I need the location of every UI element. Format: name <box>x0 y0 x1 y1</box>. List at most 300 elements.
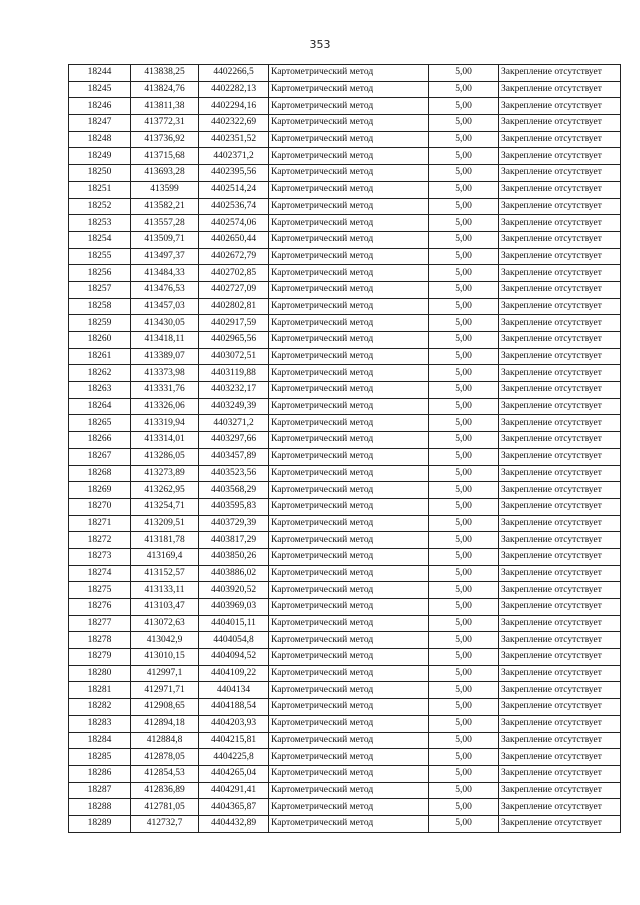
x-coordinate-cell: 413418,11 <box>131 332 199 349</box>
x-coordinate-cell: 413838,25 <box>131 65 199 82</box>
x-coordinate-cell: 413824,76 <box>131 81 199 98</box>
error-cell: 5,00 <box>429 248 499 265</box>
fixation-cell: Закрепление отсутствует <box>499 231 621 248</box>
point-number-cell: 18258 <box>69 298 131 315</box>
point-number-cell: 18269 <box>69 482 131 499</box>
y-coordinate-cell: 4403232,17 <box>199 382 269 399</box>
x-coordinate-cell: 412884,8 <box>131 732 199 749</box>
y-coordinate-cell: 4403297,66 <box>199 432 269 449</box>
y-coordinate-cell: 4403271,2 <box>199 415 269 432</box>
point-number-cell: 18275 <box>69 582 131 599</box>
fixation-cell: Закрепление отсутствует <box>499 398 621 415</box>
x-coordinate-cell: 413286,05 <box>131 448 199 465</box>
error-cell: 5,00 <box>429 131 499 148</box>
error-cell: 5,00 <box>429 165 499 182</box>
point-number-cell: 18282 <box>69 699 131 716</box>
fixation-cell: Закрепление отсутствует <box>499 148 621 165</box>
table-row <box>69 732 621 749</box>
fixation-cell: Закрепление отсутствует <box>499 181 621 198</box>
fixation-cell: Закрепление отсутствует <box>499 732 621 749</box>
method-cell: Картометрический метод <box>269 298 429 315</box>
error-cell: 5,00 <box>429 498 499 515</box>
table-row <box>69 649 621 666</box>
x-coordinate-cell: 413103,47 <box>131 599 199 616</box>
x-coordinate-cell: 413484,33 <box>131 265 199 282</box>
method-cell: Картометрический метод <box>269 365 429 382</box>
error-cell: 5,00 <box>429 332 499 349</box>
table-row <box>69 231 621 248</box>
x-coordinate-cell: 413599 <box>131 181 199 198</box>
table-row <box>69 298 621 315</box>
y-coordinate-cell: 4404432,89 <box>199 815 269 832</box>
error-cell: 5,00 <box>429 599 499 616</box>
y-coordinate-cell: 4402294,16 <box>199 98 269 115</box>
y-coordinate-cell: 4402282,13 <box>199 81 269 98</box>
point-number-cell: 18247 <box>69 115 131 132</box>
x-coordinate-cell: 413389,07 <box>131 348 199 365</box>
method-cell: Картометрический метод <box>269 732 429 749</box>
table-row <box>69 165 621 182</box>
fixation-cell: Закрепление отсутствует <box>499 765 621 782</box>
point-number-cell: 18264 <box>69 398 131 415</box>
error-cell: 5,00 <box>429 632 499 649</box>
y-coordinate-cell: 4403920,52 <box>199 582 269 599</box>
y-coordinate-cell: 4404365,87 <box>199 799 269 816</box>
method-cell: Картометрический метод <box>269 532 429 549</box>
method-cell: Картометрический метод <box>269 165 429 182</box>
point-number-cell: 18254 <box>69 231 131 248</box>
x-coordinate-cell: 413209,51 <box>131 515 199 532</box>
fixation-cell: Закрепление отсутствует <box>499 632 621 649</box>
x-coordinate-cell: 413457,03 <box>131 298 199 315</box>
y-coordinate-cell: 4402371,2 <box>199 148 269 165</box>
point-number-cell: 18272 <box>69 532 131 549</box>
fixation-cell: Закрепление отсутствует <box>499 715 621 732</box>
table-row <box>69 665 621 682</box>
error-cell: 5,00 <box>429 198 499 215</box>
method-cell: Картометрический метод <box>269 482 429 499</box>
method-cell: Картометрический метод <box>269 281 429 298</box>
coordinates-table <box>68 64 621 833</box>
table-row <box>69 115 621 132</box>
y-coordinate-cell: 4404054,8 <box>199 632 269 649</box>
x-coordinate-cell: 413010,15 <box>131 649 199 666</box>
table-row <box>69 265 621 282</box>
method-cell: Картометрический метод <box>269 415 429 432</box>
point-number-cell: 18263 <box>69 382 131 399</box>
method-cell: Картометрический метод <box>269 81 429 98</box>
x-coordinate-cell: 413582,21 <box>131 198 199 215</box>
point-number-cell: 18253 <box>69 215 131 232</box>
y-coordinate-cell: 4403850,26 <box>199 548 269 565</box>
point-number-cell: 18251 <box>69 181 131 198</box>
method-cell: Картометрический метод <box>269 65 429 82</box>
fixation-cell: Закрепление отсутствует <box>499 165 621 182</box>
fixation-cell: Закрепление отсутствует <box>499 265 621 282</box>
fixation-cell: Закрепление отсутствует <box>499 799 621 816</box>
x-coordinate-cell: 412854,53 <box>131 765 199 782</box>
y-coordinate-cell: 4403523,56 <box>199 465 269 482</box>
x-coordinate-cell: 412971,71 <box>131 682 199 699</box>
x-coordinate-cell: 413314,01 <box>131 432 199 449</box>
y-coordinate-cell: 4403072,51 <box>199 348 269 365</box>
fixation-cell: Закрепление отсутствует <box>499 548 621 565</box>
method-cell: Картометрический метод <box>269 782 429 799</box>
y-coordinate-cell: 4403729,39 <box>199 515 269 532</box>
x-coordinate-cell: 412836,89 <box>131 782 199 799</box>
x-coordinate-cell: 413373,98 <box>131 365 199 382</box>
method-cell: Картометрический метод <box>269 432 429 449</box>
error-cell: 5,00 <box>429 799 499 816</box>
x-coordinate-cell: 413254,71 <box>131 498 199 515</box>
fixation-cell: Закрепление отсутствует <box>499 298 621 315</box>
x-coordinate-cell: 413736,92 <box>131 131 199 148</box>
table-row <box>69 599 621 616</box>
y-coordinate-cell: 4404188,54 <box>199 699 269 716</box>
method-cell: Картометрический метод <box>269 749 429 766</box>
table-row <box>69 131 621 148</box>
fixation-cell: Закрепление отсутствует <box>499 815 621 832</box>
method-cell: Картометрический метод <box>269 498 429 515</box>
table-row <box>69 332 621 349</box>
fixation-cell: Закрепление отсутствует <box>499 482 621 499</box>
error-cell: 5,00 <box>429 732 499 749</box>
fixation-cell: Закрепление отсутствует <box>499 582 621 599</box>
method-cell: Картометрический метод <box>269 699 429 716</box>
method-cell: Картометрический метод <box>269 765 429 782</box>
point-number-cell: 18257 <box>69 281 131 298</box>
table-row <box>69 198 621 215</box>
fixation-cell: Закрепление отсутствует <box>499 98 621 115</box>
y-coordinate-cell: 4404265,04 <box>199 765 269 782</box>
y-coordinate-cell: 4402536,74 <box>199 198 269 215</box>
error-cell: 5,00 <box>429 382 499 399</box>
table-row <box>69 215 621 232</box>
y-coordinate-cell: 4404109,22 <box>199 665 269 682</box>
x-coordinate-cell: 413152,57 <box>131 565 199 582</box>
table-row <box>69 448 621 465</box>
method-cell: Картометрический метод <box>269 248 429 265</box>
table-row <box>69 815 621 832</box>
error-cell: 5,00 <box>429 365 499 382</box>
x-coordinate-cell: 413319,94 <box>131 415 199 432</box>
error-cell: 5,00 <box>429 665 499 682</box>
table-row <box>69 699 621 716</box>
y-coordinate-cell: 4404015,11 <box>199 615 269 632</box>
method-cell: Картометрический метод <box>269 148 429 165</box>
fixation-cell: Закрепление отсутствует <box>499 382 621 399</box>
error-cell: 5,00 <box>429 582 499 599</box>
point-number-cell: 18255 <box>69 248 131 265</box>
method-cell: Картометрический метод <box>269 98 429 115</box>
y-coordinate-cell: 4402514,24 <box>199 181 269 198</box>
table-row <box>69 315 621 332</box>
table-row <box>69 782 621 799</box>
method-cell: Картометрический метод <box>269 682 429 699</box>
point-number-cell: 18262 <box>69 365 131 382</box>
y-coordinate-cell: 4404134 <box>199 682 269 699</box>
table-row <box>69 715 621 732</box>
point-number-cell: 18249 <box>69 148 131 165</box>
method-cell: Картометрический метод <box>269 582 429 599</box>
method-cell: Картометрический метод <box>269 231 429 248</box>
x-coordinate-cell: 412894,18 <box>131 715 199 732</box>
x-coordinate-cell: 413273,89 <box>131 465 199 482</box>
point-number-cell: 18266 <box>69 432 131 449</box>
fixation-cell: Закрепление отсутствует <box>499 281 621 298</box>
point-number-cell: 18248 <box>69 131 131 148</box>
point-number-cell: 18259 <box>69 315 131 332</box>
point-number-cell: 18265 <box>69 415 131 432</box>
error-cell: 5,00 <box>429 715 499 732</box>
error-cell: 5,00 <box>429 515 499 532</box>
error-cell: 5,00 <box>429 699 499 716</box>
x-coordinate-cell: 413262,95 <box>131 482 199 499</box>
y-coordinate-cell: 4403886,02 <box>199 565 269 582</box>
method-cell: Картометрический метод <box>269 215 429 232</box>
y-coordinate-cell: 4404094,52 <box>199 649 269 666</box>
point-number-cell: 18287 <box>69 782 131 799</box>
fixation-cell: Закрепление отсутствует <box>499 532 621 549</box>
table-row <box>69 682 621 699</box>
method-cell: Картометрический метод <box>269 131 429 148</box>
error-cell: 5,00 <box>429 782 499 799</box>
fixation-cell: Закрепление отсутствует <box>499 248 621 265</box>
fixation-cell: Закрепление отсутствует <box>499 315 621 332</box>
point-number-cell: 18268 <box>69 465 131 482</box>
table-row <box>69 799 621 816</box>
table-row <box>69 582 621 599</box>
error-cell: 5,00 <box>429 448 499 465</box>
table-row <box>69 749 621 766</box>
y-coordinate-cell: 4402395,56 <box>199 165 269 182</box>
fixation-cell: Закрепление отсутствует <box>499 682 621 699</box>
error-cell: 5,00 <box>429 265 499 282</box>
error-cell: 5,00 <box>429 315 499 332</box>
point-number-cell: 18285 <box>69 749 131 766</box>
table-row <box>69 415 621 432</box>
error-cell: 5,00 <box>429 181 499 198</box>
method-cell: Картометрический метод <box>269 515 429 532</box>
y-coordinate-cell: 4403595,83 <box>199 498 269 515</box>
fixation-cell: Закрепление отсутствует <box>499 432 621 449</box>
table-row <box>69 465 621 482</box>
point-number-cell: 18260 <box>69 332 131 349</box>
fixation-cell: Закрепление отсутствует <box>499 749 621 766</box>
table-row <box>69 98 621 115</box>
method-cell: Картометрический метод <box>269 615 429 632</box>
y-coordinate-cell: 4402702,85 <box>199 265 269 282</box>
fixation-cell: Закрепление отсутствует <box>499 198 621 215</box>
point-number-cell: 18273 <box>69 548 131 565</box>
y-coordinate-cell: 4403568,29 <box>199 482 269 499</box>
table-row <box>69 565 621 582</box>
coordinates-table-body <box>69 65 621 833</box>
method-cell: Картометрический метод <box>269 799 429 816</box>
point-number-cell: 18256 <box>69 265 131 282</box>
fixation-cell: Закрепление отсутствует <box>499 498 621 515</box>
y-coordinate-cell: 4402802,81 <box>199 298 269 315</box>
point-number-cell: 18280 <box>69 665 131 682</box>
method-cell: Картометрический метод <box>269 599 429 616</box>
table-row <box>69 498 621 515</box>
fixation-cell: Закрепление отсутствует <box>499 565 621 582</box>
error-cell: 5,00 <box>429 81 499 98</box>
y-coordinate-cell: 4404215,81 <box>199 732 269 749</box>
page-number: 353 <box>309 38 331 51</box>
fixation-cell: Закрепление отсутствует <box>499 415 621 432</box>
table-row <box>69 615 621 632</box>
table-row <box>69 548 621 565</box>
table-row <box>69 281 621 298</box>
x-coordinate-cell: 413772,31 <box>131 115 199 132</box>
method-cell: Картометрический метод <box>269 332 429 349</box>
table-row <box>69 398 621 415</box>
y-coordinate-cell: 4402351,52 <box>199 131 269 148</box>
error-cell: 5,00 <box>429 749 499 766</box>
x-coordinate-cell: 413181,78 <box>131 532 199 549</box>
error-cell: 5,00 <box>429 682 499 699</box>
fixation-cell: Закрепление отсутствует <box>499 65 621 82</box>
error-cell: 5,00 <box>429 815 499 832</box>
error-cell: 5,00 <box>429 548 499 565</box>
method-cell: Картометрический метод <box>269 315 429 332</box>
method-cell: Картометрический метод <box>269 398 429 415</box>
fixation-cell: Закрепление отсутствует <box>499 599 621 616</box>
point-number-cell: 18271 <box>69 515 131 532</box>
y-coordinate-cell: 4403249,39 <box>199 398 269 415</box>
x-coordinate-cell: 413509,71 <box>131 231 199 248</box>
error-cell: 5,00 <box>429 148 499 165</box>
method-cell: Картометрический метод <box>269 265 429 282</box>
table-row <box>69 348 621 365</box>
error-cell: 5,00 <box>429 415 499 432</box>
table-row <box>69 765 621 782</box>
point-number-cell: 18244 <box>69 65 131 82</box>
y-coordinate-cell: 4402650,44 <box>199 231 269 248</box>
error-cell: 5,00 <box>429 765 499 782</box>
error-cell: 5,00 <box>429 649 499 666</box>
point-number-cell: 18289 <box>69 815 131 832</box>
y-coordinate-cell: 4402266,5 <box>199 65 269 82</box>
error-cell: 5,00 <box>429 482 499 499</box>
error-cell: 5,00 <box>429 231 499 248</box>
point-number-cell: 18252 <box>69 198 131 215</box>
method-cell: Картометрический метод <box>269 448 429 465</box>
x-coordinate-cell: 412781,05 <box>131 799 199 816</box>
method-cell: Картометрический метод <box>269 632 429 649</box>
table-row <box>69 532 621 549</box>
method-cell: Картометрический метод <box>269 348 429 365</box>
error-cell: 5,00 <box>429 98 499 115</box>
method-cell: Картометрический метод <box>269 815 429 832</box>
fixation-cell: Закрепление отсутствует <box>499 448 621 465</box>
method-cell: Картометрический метод <box>269 548 429 565</box>
method-cell: Картометрический метод <box>269 382 429 399</box>
fixation-cell: Закрепление отсутствует <box>499 115 621 132</box>
table-row <box>69 482 621 499</box>
method-cell: Картометрический метод <box>269 115 429 132</box>
fixation-cell: Закрепление отсутствует <box>499 615 621 632</box>
y-coordinate-cell: 4403817,29 <box>199 532 269 549</box>
method-cell: Картометрический метод <box>269 198 429 215</box>
y-coordinate-cell: 4402727,09 <box>199 281 269 298</box>
table-row <box>69 248 621 265</box>
point-number-cell: 18277 <box>69 615 131 632</box>
point-number-cell: 18261 <box>69 348 131 365</box>
point-number-cell: 18279 <box>69 649 131 666</box>
point-number-cell: 18283 <box>69 715 131 732</box>
point-number-cell: 18286 <box>69 765 131 782</box>
x-coordinate-cell: 413497,37 <box>131 248 199 265</box>
fixation-cell: Закрепление отсутствует <box>499 465 621 482</box>
x-coordinate-cell: 413169,4 <box>131 548 199 565</box>
table-row <box>69 81 621 98</box>
point-number-cell: 18270 <box>69 498 131 515</box>
table-row <box>69 432 621 449</box>
point-number-cell: 18246 <box>69 98 131 115</box>
x-coordinate-cell: 413811,38 <box>131 98 199 115</box>
y-coordinate-cell: 4403119,88 <box>199 365 269 382</box>
x-coordinate-cell: 412997,1 <box>131 665 199 682</box>
error-cell: 5,00 <box>429 398 499 415</box>
y-coordinate-cell: 4402965,56 <box>199 332 269 349</box>
table-row <box>69 515 621 532</box>
fixation-cell: Закрепление отсутствует <box>499 515 621 532</box>
method-cell: Картометрический метод <box>269 565 429 582</box>
fixation-cell: Закрепление отсутствует <box>499 332 621 349</box>
point-number-cell: 18267 <box>69 448 131 465</box>
point-number-cell: 18284 <box>69 732 131 749</box>
method-cell: Картометрический метод <box>269 665 429 682</box>
error-cell: 5,00 <box>429 65 499 82</box>
x-coordinate-cell: 412732,7 <box>131 815 199 832</box>
y-coordinate-cell: 4403457,89 <box>199 448 269 465</box>
x-coordinate-cell: 413042,9 <box>131 632 199 649</box>
x-coordinate-cell: 413326,06 <box>131 398 199 415</box>
fixation-cell: Закрепление отсутствует <box>499 348 621 365</box>
x-coordinate-cell: 413715,68 <box>131 148 199 165</box>
point-number-cell: 18250 <box>69 165 131 182</box>
error-cell: 5,00 <box>429 465 499 482</box>
method-cell: Картометрический метод <box>269 181 429 198</box>
error-cell: 5,00 <box>429 115 499 132</box>
y-coordinate-cell: 4402672,79 <box>199 248 269 265</box>
x-coordinate-cell: 413693,28 <box>131 165 199 182</box>
table-row <box>69 181 621 198</box>
table-row <box>69 632 621 649</box>
x-coordinate-cell: 413331,76 <box>131 382 199 399</box>
y-coordinate-cell: 4404203,93 <box>199 715 269 732</box>
fixation-cell: Закрепление отсутствует <box>499 782 621 799</box>
y-coordinate-cell: 4402917,59 <box>199 315 269 332</box>
x-coordinate-cell: 412908,65 <box>131 699 199 716</box>
x-coordinate-cell: 413072,63 <box>131 615 199 632</box>
fixation-cell: Закрепление отсутствует <box>499 131 621 148</box>
point-number-cell: 18276 <box>69 599 131 616</box>
y-coordinate-cell: 4402322,69 <box>199 115 269 132</box>
x-coordinate-cell: 413430,05 <box>131 315 199 332</box>
method-cell: Картометрический метод <box>269 715 429 732</box>
table-row <box>69 382 621 399</box>
point-number-cell: 18245 <box>69 81 131 98</box>
fixation-cell: Закрепление отсутствует <box>499 365 621 382</box>
point-number-cell: 18278 <box>69 632 131 649</box>
method-cell: Картометрический метод <box>269 649 429 666</box>
y-coordinate-cell: 4404225,8 <box>199 749 269 766</box>
fixation-cell: Закрепление отсутствует <box>499 649 621 666</box>
point-number-cell: 18288 <box>69 799 131 816</box>
